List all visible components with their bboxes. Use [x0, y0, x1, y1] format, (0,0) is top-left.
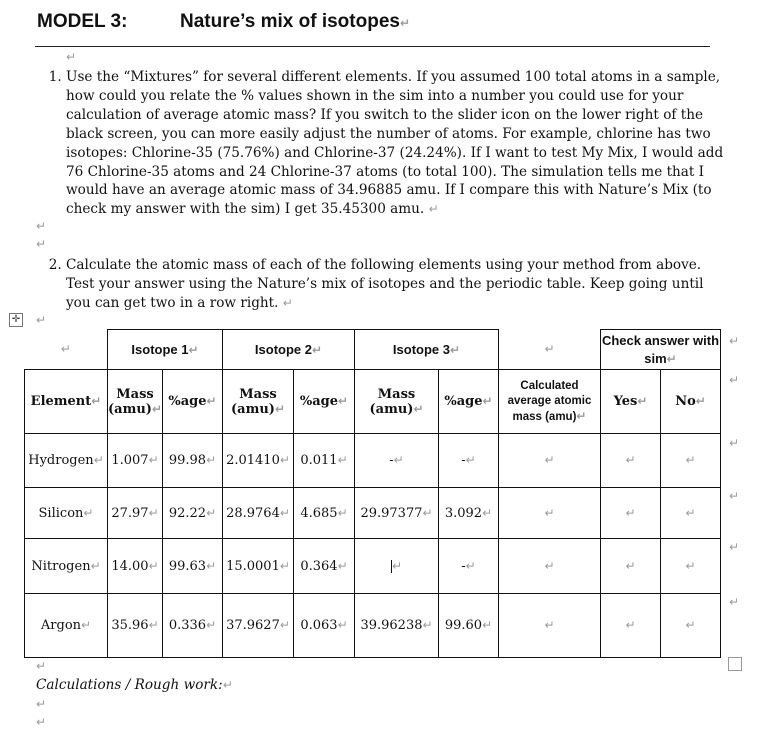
question-1 [66, 68, 726, 219]
isotope-1-header [108, 330, 223, 370]
question-list-1 [34, 68, 726, 219]
pilcrow-mark: ↵ [413, 401, 424, 416]
cell-text: 3.092 [444, 505, 483, 521]
pilcrow-mark: ↵ [279, 505, 290, 520]
pilcrow-mark: ↵ [337, 618, 348, 632]
mass2-cell[interactable] [223, 434, 294, 488]
row-end-mark: ↵ [729, 373, 740, 387]
pilcrow-mark: ↵ [685, 453, 696, 467]
page-title [180, 11, 410, 33]
pilcrow-mark: ↵ [685, 558, 696, 573]
no-header-text: No [675, 394, 696, 409]
pilcrow-mark: ↵ [465, 453, 476, 467]
yes-cell[interactable] [601, 539, 661, 594]
pilcrow-mark: ↵ [666, 351, 677, 366]
mass2-cell[interactable] [223, 488, 294, 539]
cell-text: 92.22 [168, 505, 207, 521]
table-row [25, 594, 721, 658]
pilcrow-mark: ↵ [544, 453, 555, 467]
pilcrow-mark: ↵ [450, 343, 461, 357]
pilcrow-mark: ↵ [685, 618, 696, 632]
cell-text: 27.97 [111, 505, 149, 521]
pilcrow-mark: ↵ [188, 343, 199, 357]
pilcrow-mark: ↵ [428, 202, 439, 217]
pilcrow-mark: ↵ [625, 453, 636, 467]
question-2 [66, 256, 726, 313]
pilcrow-mark: ↵ [576, 408, 587, 423]
cell-text: 0.336 [168, 618, 207, 633]
pilcrow-mark: ↵ [279, 453, 290, 467]
calculated-cell[interactable] [499, 488, 601, 539]
calculated-cell[interactable] [499, 434, 601, 488]
pilcrow-mark: ↵ [274, 401, 285, 416]
isotope-1-text: Isotope 1 [131, 342, 189, 357]
element-header [25, 370, 108, 434]
pilcrow-mark: ↵ [312, 343, 323, 357]
percent3-cell[interactable] [439, 488, 499, 539]
pilcrow-mark: ↵ [206, 558, 217, 573]
pilcrow-mark: ↵ [282, 295, 293, 310]
cell-text: 4.685 [300, 505, 338, 521]
check-answer-text: Check answer with sim [601, 332, 720, 366]
pilcrow-mark: ↵ [93, 453, 104, 467]
cell-text: Silicon [38, 505, 84, 521]
pilcrow-mark: ↵ [393, 453, 404, 467]
cell-text: 39.96238 [360, 618, 423, 633]
cell-text: - [389, 453, 394, 468]
pilcrow-mark: ↵ [148, 558, 159, 573]
cell-text: 0.011 [300, 453, 338, 468]
cell-text: 15.0001 [226, 558, 280, 574]
percent3-cell[interactable] [439, 434, 499, 488]
pilcrow-mark: ↵ [66, 50, 77, 64]
percent2-cell[interactable] [294, 594, 355, 658]
pilcrow-mark: ↵ [222, 678, 233, 692]
pilcrow-mark: ↵ [544, 505, 555, 520]
pilcrow-mark: ↵ [279, 618, 290, 632]
percent1-cell[interactable] [163, 594, 223, 658]
mass3-cell[interactable] [355, 539, 439, 594]
pilcrow-mark: ↵ [685, 505, 696, 520]
mass1-cell[interactable] [108, 539, 163, 594]
cell-text: 99.98 [168, 453, 207, 468]
calculated-cell[interactable] [499, 539, 601, 594]
cell-text: - [461, 558, 466, 574]
pilcrow-mark: ↵ [482, 505, 493, 520]
pilcrow-mark: ↵ [36, 659, 47, 673]
cell-text: 14.00 [111, 558, 149, 574]
pilcrow-mark: ↵ [148, 618, 159, 632]
calculations-label [36, 677, 233, 693]
question-1-text: Use the “Mixtures” for several different elements. If you assumed 100 total atoms in a sample, how could you relate the % values shown in the sim into a number you could use for your calculation of average atomic mass? If you switch to the slider icon on the lower right of the black screen, you can more easily adjust the number of atoms. For example, chlorine has two isotopes: Chlorine-35 (75.76%) and Chlorine-37 (24.24%). If I want to test My Mix, I would add 76 Chlorine-35 atoms and 24 Chlorine-37 atoms (to total 100). The simulation tells me that I would have an average atomic mass of 34.96885 amu. If I compare this with Nature’s Mix (to check my answer with the sim) I get 35.45300 amu. [66, 69, 724, 218]
isotope-3-header [355, 330, 499, 370]
element-cell[interactable] [25, 434, 108, 488]
mass2-cell[interactable] [223, 594, 294, 658]
percent2-cell[interactable] [294, 488, 355, 539]
element-header-text: Element [30, 394, 92, 409]
mass1-cell[interactable] [108, 434, 163, 488]
pilcrow-mark: ↵ [422, 505, 433, 520]
calculated-header [499, 370, 601, 434]
cell-text: 37.9627 [226, 618, 280, 633]
pilcrow-mark: ↵ [399, 16, 411, 30]
no-cell[interactable] [661, 539, 721, 594]
model-label: MODEL 3: [37, 11, 128, 32]
mass3-cell[interactable] [355, 488, 439, 539]
blank-cell [25, 330, 108, 370]
blank-cell [499, 330, 601, 370]
pilcrow-mark: ↵ [637, 394, 648, 408]
percent-header [439, 370, 499, 434]
table-row [25, 434, 721, 488]
no-cell[interactable] [661, 488, 721, 539]
mass3-cell[interactable] [355, 434, 439, 488]
row-end-mark: ↵ [729, 595, 740, 609]
row-end-mark: ↵ [729, 540, 740, 554]
pilcrow-mark: ↵ [36, 237, 47, 251]
table-resize-handle[interactable] [728, 657, 742, 671]
mass2-cell[interactable] [223, 539, 294, 594]
table-row [25, 488, 721, 539]
pilcrow-mark: ↵ [625, 558, 636, 573]
isotope-2-header [223, 330, 355, 370]
yes-header-text: Yes [613, 394, 638, 409]
pilcrow-mark: ↵ [206, 505, 217, 520]
percent2-cell[interactable] [294, 539, 355, 594]
calculated-cell[interactable] [499, 594, 601, 658]
column-header-row [25, 370, 721, 434]
element-cell[interactable] [25, 594, 108, 658]
table-move-handle-icon[interactable]: ✛ [9, 313, 23, 327]
row-end-mark: ↵ [729, 489, 740, 503]
pilcrow-mark: ↵ [544, 558, 555, 573]
pilcrow-mark: ↵ [337, 505, 348, 520]
element-cell[interactable] [25, 488, 108, 539]
no-cell[interactable] [661, 594, 721, 658]
pilcrow-mark: ↵ [36, 219, 47, 233]
percent1-cell[interactable] [163, 488, 223, 539]
pilcrow-mark: ↵ [91, 394, 102, 408]
row-end-mark: ↵ [729, 334, 740, 348]
cell-text: Argon [40, 618, 82, 633]
pilcrow-mark: ↵ [60, 341, 71, 356]
cell-text: 0.063 [300, 618, 338, 633]
percent-header-text: %age [444, 394, 483, 409]
cell-text: 29.97377 [360, 505, 423, 521]
percent1-cell[interactable] [163, 434, 223, 488]
yes-cell[interactable] [601, 488, 661, 539]
cell-text: 99.63 [168, 558, 207, 574]
mass-header-text: Mass (amu) [108, 386, 154, 417]
header-rule [35, 46, 710, 47]
cell-text: 35.96 [111, 618, 149, 633]
pilcrow-mark: ↵ [151, 401, 162, 416]
pilcrow-mark: ↵ [544, 618, 555, 632]
percent3-cell[interactable] [439, 539, 499, 594]
cell-text: 99.60 [444, 618, 483, 633]
no-cell[interactable] [661, 434, 721, 488]
question-2-text: Calculate the atomic mass of each of the following elements using your method from above. Test your answer using the Nature’s mix of isotopes and the periodic table. Keep going until you can get two in a row right. [66, 257, 704, 311]
cell-text: 1.007 [111, 453, 149, 468]
element-cell[interactable] [25, 539, 108, 594]
pilcrow-mark: ↵ [625, 505, 636, 520]
pilcrow-mark: ↵ [337, 558, 348, 573]
mass3-cell[interactable] [355, 594, 439, 658]
title-text: Nature’s mix of isotopes [180, 11, 400, 32]
question-list-2 [34, 256, 726, 313]
yes-cell[interactable] [601, 594, 661, 658]
pilcrow-mark: ↵ [81, 618, 92, 632]
percent-header [294, 370, 355, 434]
mass1-cell[interactable] [108, 488, 163, 539]
pilcrow-mark: ↵ [90, 558, 101, 573]
yes-header [601, 370, 661, 434]
pilcrow-mark: ↵ [36, 313, 47, 327]
calculations-text: Calculations / Rough work: [36, 677, 223, 693]
mass-header [355, 370, 439, 434]
check-answer-header [601, 330, 721, 370]
cell-text: 2.01410 [226, 453, 280, 468]
pilcrow-mark: ↵ [695, 394, 706, 408]
calculated-header-text: Calculated average atomic mass (amu) [507, 379, 592, 423]
pilcrow-mark: ↵ [206, 618, 217, 632]
mass-header [223, 370, 294, 434]
pilcrow-mark: ↵ [422, 618, 433, 632]
isotope-table [24, 329, 721, 658]
percent-header-text: %age [168, 394, 207, 409]
row-end-mark: ↵ [729, 436, 740, 450]
pilcrow-mark: ↵ [337, 453, 348, 467]
pilcrow-mark: ↵ [544, 341, 555, 356]
pilcrow-mark: ↵ [36, 715, 47, 729]
cell-text: - [461, 453, 466, 468]
pilcrow-mark: ↵ [391, 558, 403, 573]
cell-text: Hydrogen [28, 453, 94, 468]
pilcrow-mark: ↵ [206, 394, 217, 408]
pilcrow-mark: ↵ [625, 618, 636, 632]
no-header [661, 370, 721, 434]
pilcrow-mark: ↵ [338, 394, 349, 408]
cell-text: 28.9764 [226, 505, 280, 521]
group-header-row [25, 330, 721, 370]
pilcrow-mark: ↵ [279, 558, 290, 573]
table-row [25, 539, 721, 594]
isotope-3-text: Isotope 3 [392, 342, 450, 357]
pilcrow-mark: ↵ [465, 558, 476, 573]
pilcrow-mark: ↵ [83, 505, 94, 520]
cell-text: Nitrogen [31, 558, 91, 574]
pilcrow-mark: ↵ [148, 453, 159, 467]
percent-header [163, 370, 223, 434]
yes-cell[interactable] [601, 434, 661, 488]
pilcrow-mark: ↵ [148, 505, 159, 520]
mass-header-text: Mass (amu) [369, 386, 416, 417]
pilcrow-mark: ↵ [482, 618, 493, 632]
mass-header-text: Mass (amu) [231, 386, 277, 417]
isotope-2-text: Isotope 2 [254, 342, 312, 357]
pilcrow-mark: ↵ [206, 453, 217, 467]
cell-text: 0.364 [300, 558, 338, 574]
percent2-cell[interactable] [294, 434, 355, 488]
mass1-cell[interactable] [108, 594, 163, 658]
pilcrow-mark: ↵ [36, 697, 47, 711]
percent3-cell[interactable] [439, 594, 499, 658]
percent-header-text: %age [299, 394, 339, 409]
pilcrow-mark: ↵ [482, 394, 493, 408]
mass-header [108, 370, 163, 434]
percent1-cell[interactable] [163, 539, 223, 594]
